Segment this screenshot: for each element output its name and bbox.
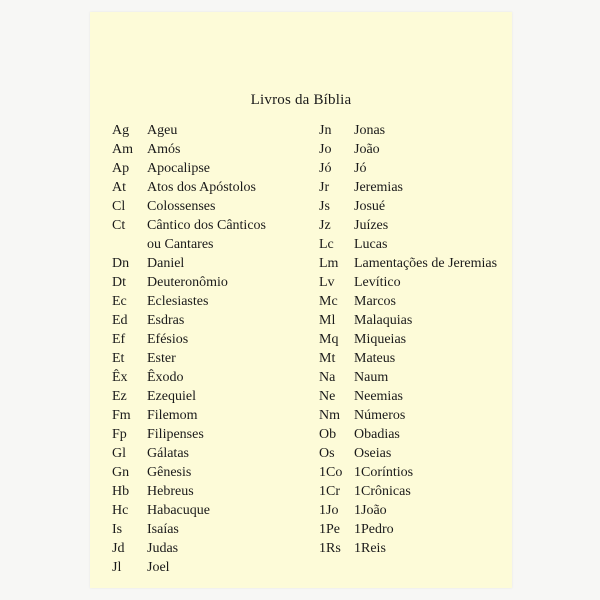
book-name — [147, 197, 302, 216]
book-entry — [319, 425, 509, 444]
book-name — [147, 406, 302, 425]
book-abbreviation: Am — [112, 142, 133, 157]
book-name — [147, 463, 302, 482]
book-abbreviation: Gl — [112, 446, 126, 461]
book-name-line: Ageu — [147, 123, 178, 138]
book-name — [354, 539, 509, 558]
book-entry — [319, 121, 509, 140]
book-entry — [319, 463, 509, 482]
book-entry — [112, 368, 302, 387]
book-abbreviation: Na — [319, 370, 336, 385]
book-abbreviation: Mc — [319, 294, 338, 309]
right-column-list — [319, 121, 509, 558]
book-entry — [112, 140, 302, 159]
book-entry — [112, 216, 302, 254]
book-entry — [319, 254, 509, 273]
book-abbreviation: Ml — [319, 313, 336, 328]
book-entry — [319, 178, 509, 197]
book-name-line: 1Crônicas — [354, 484, 411, 499]
book-abbreviation: Fm — [112, 408, 131, 423]
book-entry — [112, 501, 302, 520]
book-entry — [319, 482, 509, 501]
book-abbreviation: 1Pe — [319, 522, 340, 537]
book-name — [147, 140, 302, 159]
book-abbreviation: Gn — [112, 465, 130, 480]
book-abbreviation: 1Rs — [319, 541, 341, 556]
book-name — [147, 368, 302, 387]
book-abbreviation: Lc — [319, 237, 334, 252]
book-name-line: 1Reis — [354, 541, 386, 556]
book-name-line: Habacuque — [147, 503, 210, 518]
book-entry — [112, 330, 302, 349]
book-name-line: Efésios — [147, 332, 189, 347]
book-name — [354, 368, 509, 387]
book-name-line: Êxodo — [147, 370, 184, 385]
book-name — [354, 463, 509, 482]
book-entry — [112, 292, 302, 311]
book-name-line: Gálatas — [147, 446, 189, 461]
book-entry — [112, 273, 302, 292]
book-name — [354, 520, 509, 539]
book-abbreviation: Dn — [112, 256, 130, 271]
book-entry — [112, 406, 302, 425]
book-name — [354, 216, 509, 235]
book-abbreviation: Ed — [112, 313, 128, 328]
book-abbreviation: Hc — [112, 503, 129, 518]
book-name — [354, 501, 509, 520]
book-abbreviation: Os — [319, 446, 335, 461]
book-abbreviation: Ez — [112, 389, 127, 404]
book-abbreviation: Jd — [112, 541, 125, 556]
book-entry — [319, 140, 509, 159]
book-entry — [112, 558, 302, 577]
book-name-line: Naum — [354, 370, 389, 385]
book-name — [354, 140, 509, 159]
book-abbreviation: Jn — [319, 123, 332, 138]
book-abbreviation: Ob — [319, 427, 337, 442]
book-entry — [319, 501, 509, 520]
book-abbreviation: 1Jo — [319, 503, 339, 518]
book-name-line: ou Cantares — [147, 237, 214, 252]
book-abbreviation: Jz — [319, 218, 331, 233]
book-name-line: Judas — [147, 541, 179, 556]
book-name-line: Josué — [354, 199, 386, 214]
book-name — [147, 216, 302, 254]
book-abbreviation: Nm — [319, 408, 340, 423]
book-abbreviation: Jo — [319, 142, 332, 157]
book-name-line: Ezequiel — [147, 389, 196, 404]
book-abbreviation: Cl — [112, 199, 126, 214]
book-entry — [112, 159, 302, 178]
book-entry — [319, 292, 509, 311]
book-name — [147, 311, 302, 330]
book-entry — [112, 311, 302, 330]
book-name-line: Ester — [147, 351, 176, 366]
book-entry — [112, 539, 302, 558]
book-entry — [112, 425, 302, 444]
book-abbreviation: Ne — [319, 389, 336, 404]
book-name — [147, 349, 302, 368]
book-entry — [112, 463, 302, 482]
book-name-line: Jó — [354, 161, 367, 176]
book-abbreviation: Is — [112, 522, 123, 537]
book-abbreviation: At — [112, 180, 126, 195]
book-abbreviation: Êx — [112, 370, 128, 385]
book-name — [354, 349, 509, 368]
book-abbreviation: Lv — [319, 275, 335, 290]
book-entry — [319, 539, 509, 558]
book-name-line: Daniel — [147, 256, 185, 271]
book-abbreviation: Ef — [112, 332, 126, 347]
book-entry — [112, 387, 302, 406]
book-name-line: Esdras — [147, 313, 185, 328]
book-name — [147, 273, 302, 292]
book-entry — [112, 197, 302, 216]
book-entry — [319, 444, 509, 463]
book-entry — [319, 159, 509, 178]
book-abbreviation: Jl — [112, 560, 122, 575]
book-name — [354, 273, 509, 292]
book-entry — [112, 121, 302, 140]
book-entry — [112, 178, 302, 197]
book-name — [354, 444, 509, 463]
book-name — [354, 292, 509, 311]
book-abbreviation: Et — [112, 351, 125, 366]
book-entry — [319, 349, 509, 368]
book-name — [147, 501, 302, 520]
book-name-line: Deuteronômio — [147, 275, 228, 290]
book-abbreviation: Lm — [319, 256, 339, 271]
book-name-line: Jeremias — [354, 180, 403, 195]
book-name — [354, 254, 509, 273]
book-name-line: Neemias — [354, 389, 403, 404]
book-name-line: Malaquias — [354, 313, 413, 328]
book-name — [354, 406, 509, 425]
book-entry — [319, 235, 509, 254]
book-name-line: Atos dos Apóstolos — [147, 180, 256, 195]
book-abbreviation: 1Co — [319, 465, 343, 480]
book-abbreviation: Ec — [112, 294, 127, 309]
book-name-line: Gênesis — [147, 465, 192, 480]
book-name-line: Eclesiastes — [147, 294, 209, 309]
book-name — [354, 330, 509, 349]
book-abbreviation: Mt — [319, 351, 336, 366]
book-abbreviation: Hb — [112, 484, 130, 499]
book-name-line: Colossenses — [147, 199, 216, 214]
book-name-line: Hebreus — [147, 484, 194, 499]
book-name — [147, 520, 302, 539]
book-name — [147, 387, 302, 406]
book-entry — [319, 330, 509, 349]
book-name — [354, 482, 509, 501]
book-name-line: Marcos — [354, 294, 396, 309]
book-name-line: Oseias — [354, 446, 392, 461]
book-name-line: Números — [354, 408, 406, 423]
book-name-line: Obadias — [354, 427, 400, 442]
book-abbreviation: Ap — [112, 161, 130, 176]
book-name-line: Filemom — [147, 408, 198, 423]
book-name — [147, 159, 302, 178]
book-entry — [319, 368, 509, 387]
book-name — [354, 197, 509, 216]
book-abbreviation: 1Cr — [319, 484, 340, 499]
book-abbreviation: Fp — [112, 427, 127, 442]
book-name-line: Mateus — [354, 351, 396, 366]
book-entry — [112, 254, 302, 273]
left-column-list — [112, 121, 302, 577]
book-name — [147, 482, 302, 501]
book-name — [354, 425, 509, 444]
book-entry — [319, 311, 509, 330]
book-name-line: 1Pedro — [354, 522, 394, 537]
book-name — [147, 539, 302, 558]
book-entry — [112, 444, 302, 463]
book-name — [147, 425, 302, 444]
book-name-line: Amós — [147, 142, 181, 157]
book-name — [354, 311, 509, 330]
book-name — [354, 387, 509, 406]
book-page — [90, 12, 512, 588]
book-abbreviation: Mq — [319, 332, 339, 347]
book-name-line: Juízes — [354, 218, 389, 233]
book-name — [147, 292, 302, 311]
book-name — [354, 235, 509, 254]
page-title: Livros da Bíblia — [250, 92, 352, 108]
book-entry — [319, 520, 509, 539]
book-entry — [319, 406, 509, 425]
book-name-line: Isaías — [147, 522, 179, 537]
book-name-line: Lamentações de Jeremias — [354, 256, 498, 271]
book-name-line: João — [354, 142, 380, 157]
book-name-line: Apocalipse — [147, 161, 210, 176]
book-name — [147, 178, 302, 197]
book-name — [147, 444, 302, 463]
book-abbreviation: Js — [319, 199, 330, 214]
book-name-line: Levítico — [354, 275, 401, 290]
book-name-line: 1Coríntios — [354, 465, 414, 480]
book-name — [147, 558, 302, 577]
book-name-line: Miqueias — [354, 332, 407, 347]
book-name — [147, 121, 302, 140]
book-abbreviation: Dt — [112, 275, 126, 290]
book-entry — [319, 216, 509, 235]
book-abbreviation: Ct — [112, 218, 126, 233]
book-entry — [319, 387, 509, 406]
book-name-line: Joel — [147, 560, 170, 575]
book-entry — [319, 197, 509, 216]
book-abbreviation: Jr — [319, 180, 330, 195]
book-entry — [112, 482, 302, 501]
book-entry — [319, 273, 509, 292]
book-name — [147, 330, 302, 349]
book-name-line: 1João — [354, 503, 387, 518]
book-name — [354, 178, 509, 197]
book-name — [354, 159, 509, 178]
book-abbreviation: Ag — [112, 123, 130, 138]
book-name-line: Cântico dos Cânticos — [147, 218, 266, 233]
book-entry — [112, 520, 302, 539]
book-entry — [112, 349, 302, 368]
book-name-line: Lucas — [354, 237, 388, 252]
book-name-line: Filipenses — [147, 427, 204, 442]
book-abbreviation: Jó — [319, 161, 332, 176]
book-name — [354, 121, 509, 140]
book-name — [147, 254, 302, 273]
book-name-line: Jonas — [354, 123, 386, 138]
